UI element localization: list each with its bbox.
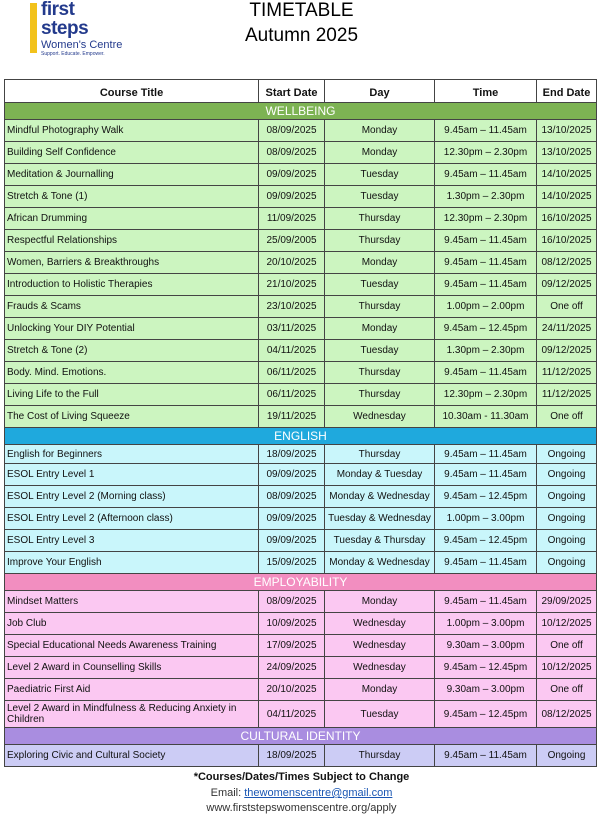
day-cell: Monday & Wednesday: [325, 486, 435, 508]
start-date-cell: 08/09/2025: [259, 486, 325, 508]
course-title-cell: Frauds & Scams: [5, 296, 259, 318]
timetable: [4, 79, 597, 767]
email-label: Email:: [210, 787, 245, 799]
end-date-cell: 08/12/2025: [537, 701, 597, 728]
time-cell: 12.30pm – 2.30pm: [435, 142, 537, 164]
end-date-cell: 14/10/2025: [537, 164, 597, 186]
table-row: [5, 508, 597, 530]
start-date-cell: 17/09/2025: [259, 635, 325, 657]
start-date-cell: 20/10/2025: [259, 679, 325, 701]
table-row: [5, 208, 597, 230]
start-date-cell: 09/09/2025: [259, 164, 325, 186]
time-cell: 9.45am – 11.45am: [435, 464, 537, 486]
table-row: [5, 120, 597, 142]
end-date-cell: 16/10/2025: [537, 230, 597, 252]
course-title-cell: ESOL Entry Level 1: [5, 464, 259, 486]
course-title-cell: Living Life to the Full: [5, 384, 259, 406]
section-title: EMPLOYABILITY: [5, 574, 597, 591]
table-row: [5, 635, 597, 657]
day-cell: Thursday: [325, 230, 435, 252]
table-row: [5, 530, 597, 552]
start-date-cell: 08/09/2025: [259, 120, 325, 142]
table-row: [5, 230, 597, 252]
time-cell: 1.00pm – 3.00pm: [435, 508, 537, 530]
course-title-cell: Mindful Photography Walk: [5, 120, 259, 142]
time-cell: 9.45am – 12.45pm: [435, 318, 537, 340]
start-date-cell: 09/09/2025: [259, 530, 325, 552]
end-date-cell: 11/12/2025: [537, 384, 597, 406]
header-row: [5, 80, 597, 103]
time-cell: 9.45am – 11.45am: [435, 745, 537, 767]
start-date-cell: 08/09/2025: [259, 142, 325, 164]
day-cell: Monday: [325, 591, 435, 613]
course-title-cell: Exploring Civic and Cultural Society: [5, 745, 259, 767]
day-cell: Tuesday: [325, 340, 435, 362]
end-date-cell: 13/10/2025: [537, 120, 597, 142]
table-row: [5, 252, 597, 274]
table-row: [5, 657, 597, 679]
time-cell: 12.30pm – 2.30pm: [435, 208, 537, 230]
end-date-cell: 16/10/2025: [537, 208, 597, 230]
column-header-start-date: Start Date: [259, 80, 325, 103]
table-row: [5, 613, 597, 635]
end-date-cell: 11/12/2025: [537, 362, 597, 384]
start-date-cell: 18/09/2025: [259, 745, 325, 767]
table-row: [5, 274, 597, 296]
end-date-cell: Ongoing: [537, 486, 597, 508]
time-cell: 9.45am – 11.45am: [435, 252, 537, 274]
time-cell: 12.30pm – 2.30pm: [435, 384, 537, 406]
time-cell: 9.45am – 11.45am: [435, 445, 537, 464]
email-line: [0, 787, 603, 799]
end-date-cell: 13/10/2025: [537, 142, 597, 164]
course-title-cell: Level 2 Award in Counselling Skills: [5, 657, 259, 679]
course-title-cell: Stretch & Tone (2): [5, 340, 259, 362]
course-title-cell: Unlocking Your DIY Potential: [5, 318, 259, 340]
table-row: [5, 445, 597, 464]
section-header: [5, 103, 597, 120]
time-cell: 9.30am – 3.00pm: [435, 679, 537, 701]
course-title-cell: Introduction to Holistic Therapies: [5, 274, 259, 296]
day-cell: Tuesday & Thursday: [325, 530, 435, 552]
course-title-cell: English for Beginners: [5, 445, 259, 464]
start-date-cell: 25/09/2005: [259, 230, 325, 252]
course-title-cell: The Cost of Living Squeeze: [5, 406, 259, 428]
table-row: [5, 384, 597, 406]
course-title-cell: African Drumming: [5, 208, 259, 230]
start-date-cell: 09/09/2025: [259, 464, 325, 486]
end-date-cell: One off: [537, 635, 597, 657]
logo-line-3: Women's Centre: [41, 39, 123, 51]
end-date-cell: 10/12/2025: [537, 613, 597, 635]
table-row: [5, 296, 597, 318]
end-date-cell: 10/12/2025: [537, 657, 597, 679]
start-date-cell: 06/11/2025: [259, 384, 325, 406]
end-date-cell: Ongoing: [537, 552, 597, 574]
start-date-cell: 11/09/2025: [259, 208, 325, 230]
column-header-time: Time: [435, 80, 537, 103]
table-row: [5, 591, 597, 613]
table-row: [5, 142, 597, 164]
logo-line-2: steps: [41, 18, 89, 39]
end-date-cell: One off: [537, 406, 597, 428]
table-row: [5, 486, 597, 508]
start-date-cell: 21/10/2025: [259, 274, 325, 296]
start-date-cell: 10/09/2025: [259, 613, 325, 635]
day-cell: Monday & Wednesday: [325, 552, 435, 574]
column-header-course-title: Course Title: [5, 80, 259, 103]
course-title-cell: Stretch & Tone (1): [5, 186, 259, 208]
table-row: [5, 552, 597, 574]
end-date-cell: Ongoing: [537, 530, 597, 552]
start-date-cell: 03/11/2025: [259, 318, 325, 340]
course-title-cell: ESOL Entry Level 2 (Afternoon class): [5, 508, 259, 530]
page-subtitle: Autumn 2025: [244, 25, 359, 46]
start-date-cell: 06/11/2025: [259, 362, 325, 384]
time-cell: 1.00pm – 2.00pm: [435, 296, 537, 318]
course-title-cell: Building Self Confidence: [5, 142, 259, 164]
start-date-cell: 04/11/2025: [259, 340, 325, 362]
time-cell: 9.45am – 11.45am: [435, 230, 537, 252]
table-row: [5, 745, 597, 767]
start-date-cell: 09/09/2025: [259, 186, 325, 208]
day-cell: Tuesday: [325, 701, 435, 728]
section-header: [5, 728, 597, 745]
time-cell: 9.45am – 12.45pm: [435, 701, 537, 728]
start-date-cell: 15/09/2025: [259, 552, 325, 574]
course-title-cell: ESOL Entry Level 2 (Morning class): [5, 486, 259, 508]
start-date-cell: 18/09/2025: [259, 445, 325, 464]
time-cell: 9.45am – 12.45pm: [435, 486, 537, 508]
end-date-cell: 09/12/2025: [537, 274, 597, 296]
email-link[interactable]: thewomenscentre@gmail.com: [244, 787, 393, 799]
day-cell: Wednesday: [325, 613, 435, 635]
start-date-cell: 04/11/2025: [259, 701, 325, 728]
day-cell: Tuesday: [325, 274, 435, 296]
course-title-cell: Respectful Relationships: [5, 230, 259, 252]
time-cell: 9.30am – 3.00pm: [435, 635, 537, 657]
table-row: [5, 362, 597, 384]
time-cell: 9.45am – 11.45am: [435, 362, 537, 384]
time-cell: 1.00pm – 3.00pm: [435, 613, 537, 635]
day-cell: Tuesday: [325, 164, 435, 186]
end-date-cell: Ongoing: [537, 445, 597, 464]
time-cell: 1.30pm – 2.30pm: [435, 186, 537, 208]
logo-line-1: first: [41, 0, 75, 20]
table-row: [5, 406, 597, 428]
time-cell: 1.30pm – 2.30pm: [435, 340, 537, 362]
time-cell: 9.45am – 12.45pm: [435, 657, 537, 679]
time-cell: 9.45am – 11.45am: [435, 120, 537, 142]
section-title: ENGLISH: [5, 428, 597, 445]
day-cell: Wednesday: [325, 406, 435, 428]
end-date-cell: 29/09/2025: [537, 591, 597, 613]
time-cell: 9.45am – 11.45am: [435, 164, 537, 186]
logo-tagline: Support. Educate. Empower.: [41, 51, 105, 57]
time-cell: 9.45am – 11.45am: [435, 591, 537, 613]
table-row: [5, 164, 597, 186]
course-title-cell: Paediatric First Aid: [5, 679, 259, 701]
end-date-cell: Ongoing: [537, 745, 597, 767]
day-cell: Monday: [325, 679, 435, 701]
end-date-cell: 24/11/2025: [537, 318, 597, 340]
disclaimer-note: *Courses/Dates/Times Subject to Change: [193, 771, 410, 783]
table-row: [5, 318, 597, 340]
time-cell: 9.45am – 11.45am: [435, 552, 537, 574]
course-title-cell: Level 2 Award in Mindfulness & Reducing Anxiety in Children: [5, 701, 259, 728]
timetable-body: [5, 103, 597, 767]
day-cell: Tuesday & Wednesday: [325, 508, 435, 530]
column-header-end-date: End Date: [537, 80, 597, 103]
day-cell: Thursday: [325, 445, 435, 464]
section-title: CULTURAL IDENTITY: [5, 728, 597, 745]
day-cell: Thursday: [325, 745, 435, 767]
time-cell: 9.45am – 12.45pm: [435, 530, 537, 552]
start-date-cell: 08/09/2025: [259, 591, 325, 613]
section-header: [5, 574, 597, 591]
course-title-cell: Meditation & Journalling: [5, 164, 259, 186]
table-row: [5, 464, 597, 486]
day-cell: Thursday: [325, 384, 435, 406]
day-cell: Thursday: [325, 362, 435, 384]
end-date-cell: One off: [537, 679, 597, 701]
course-title-cell: Improve Your English: [5, 552, 259, 574]
day-cell: Monday: [325, 252, 435, 274]
start-date-cell: 09/09/2025: [259, 508, 325, 530]
course-title-cell: ESOL Entry Level 3: [5, 530, 259, 552]
course-title-cell: Special Educational Needs Awareness Training: [5, 635, 259, 657]
day-cell: Monday: [325, 120, 435, 142]
end-date-cell: 14/10/2025: [537, 186, 597, 208]
course-title-cell: Mindset Matters: [5, 591, 259, 613]
day-cell: Wednesday: [325, 635, 435, 657]
table-row: [5, 701, 597, 728]
section-title: WELLBEING: [5, 103, 597, 120]
day-cell: Tuesday: [325, 186, 435, 208]
day-cell: Thursday: [325, 296, 435, 318]
course-title-cell: Job Club: [5, 613, 259, 635]
day-cell: Monday: [325, 318, 435, 340]
column-header-day: Day: [325, 80, 435, 103]
course-title-cell: Women, Barriers & Breakthroughs: [5, 252, 259, 274]
end-date-cell: 09/12/2025: [537, 340, 597, 362]
end-date-cell: Ongoing: [537, 464, 597, 486]
start-date-cell: 24/09/2025: [259, 657, 325, 679]
end-date-cell: Ongoing: [537, 508, 597, 530]
time-cell: 10.30am - 11.30am: [435, 406, 537, 428]
day-cell: Monday & Tuesday: [325, 464, 435, 486]
page-title: TIMETABLE: [249, 0, 354, 21]
section-header: [5, 428, 597, 445]
day-cell: Monday: [325, 142, 435, 164]
day-cell: Thursday: [325, 208, 435, 230]
start-date-cell: 23/10/2025: [259, 296, 325, 318]
start-date-cell: 20/10/2025: [259, 252, 325, 274]
table-row: [5, 340, 597, 362]
course-title-cell: Body. Mind. Emotions.: [5, 362, 259, 384]
end-date-cell: One off: [537, 296, 597, 318]
table-row: [5, 186, 597, 208]
day-cell: Wednesday: [325, 657, 435, 679]
time-cell: 9.45am – 11.45am: [435, 274, 537, 296]
website-link[interactable]: www.firststepswomenscentre.org/apply: [206, 802, 397, 814]
start-date-cell: 19/11/2025: [259, 406, 325, 428]
end-date-cell: 08/12/2025: [537, 252, 597, 274]
table-row: [5, 679, 597, 701]
